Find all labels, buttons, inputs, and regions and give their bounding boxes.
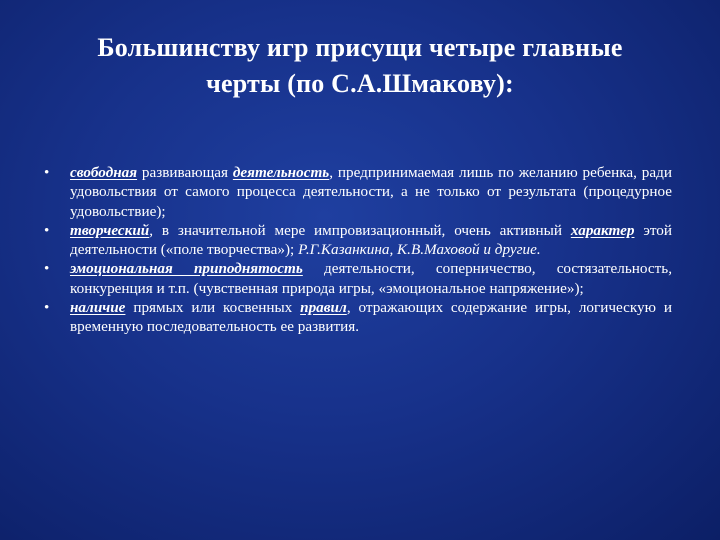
item-reference: Р.Г.Казанкина, К.В.Маховой и другие.	[298, 241, 541, 259]
item-text: деятельности, соперничество, состязательность, конкуренция и т.п. (чувственная природа игры, «эмоциональное напряжение»);	[70, 260, 672, 297]
slide-title	[30, 30, 690, 102]
title-line-1: Большинству игр присущи четыре главные	[97, 33, 623, 62]
bullet-dot: •	[44, 260, 50, 278]
term-creative: творческий	[70, 221, 150, 239]
bullet-dot: •	[44, 221, 50, 239]
term-rules: правил	[300, 299, 347, 317]
bullet-item-emotional	[44, 259, 672, 298]
title-line-2: черты (по С.А.Шмакову):	[206, 69, 514, 98]
item-text: , предпринимаемая лишь по желанию ребенка, ради удовольствия от самого процесса деятельности, а не только от результата (процедурное удовольствие);	[70, 164, 672, 220]
bullet-item-free-activity	[44, 163, 672, 221]
term-presence: наличие	[70, 299, 126, 317]
bullet-list	[44, 163, 672, 337]
item-text: , в значительной мере импровизационный, очень активный	[149, 221, 571, 239]
item-text: развивающая	[137, 164, 233, 181]
bullet-item-creative	[44, 221, 672, 260]
term-free: свободная	[70, 164, 138, 181]
term-activity: деятельность	[232, 164, 330, 181]
bullet-dot: •	[44, 164, 50, 181]
bullet-dot: •	[44, 299, 50, 317]
item-text: этой деятельности («поле творчества»);	[70, 221, 672, 259]
term-emotional: эмоциональная приподнятость	[70, 260, 303, 278]
bullet-item-rules	[44, 298, 672, 337]
item-text: , отражающих содержание игры, логическую и временную последовательность ее развития.	[70, 299, 672, 336]
term-character: характер	[570, 221, 635, 239]
item-text: прямых или косвенных	[125, 299, 301, 317]
